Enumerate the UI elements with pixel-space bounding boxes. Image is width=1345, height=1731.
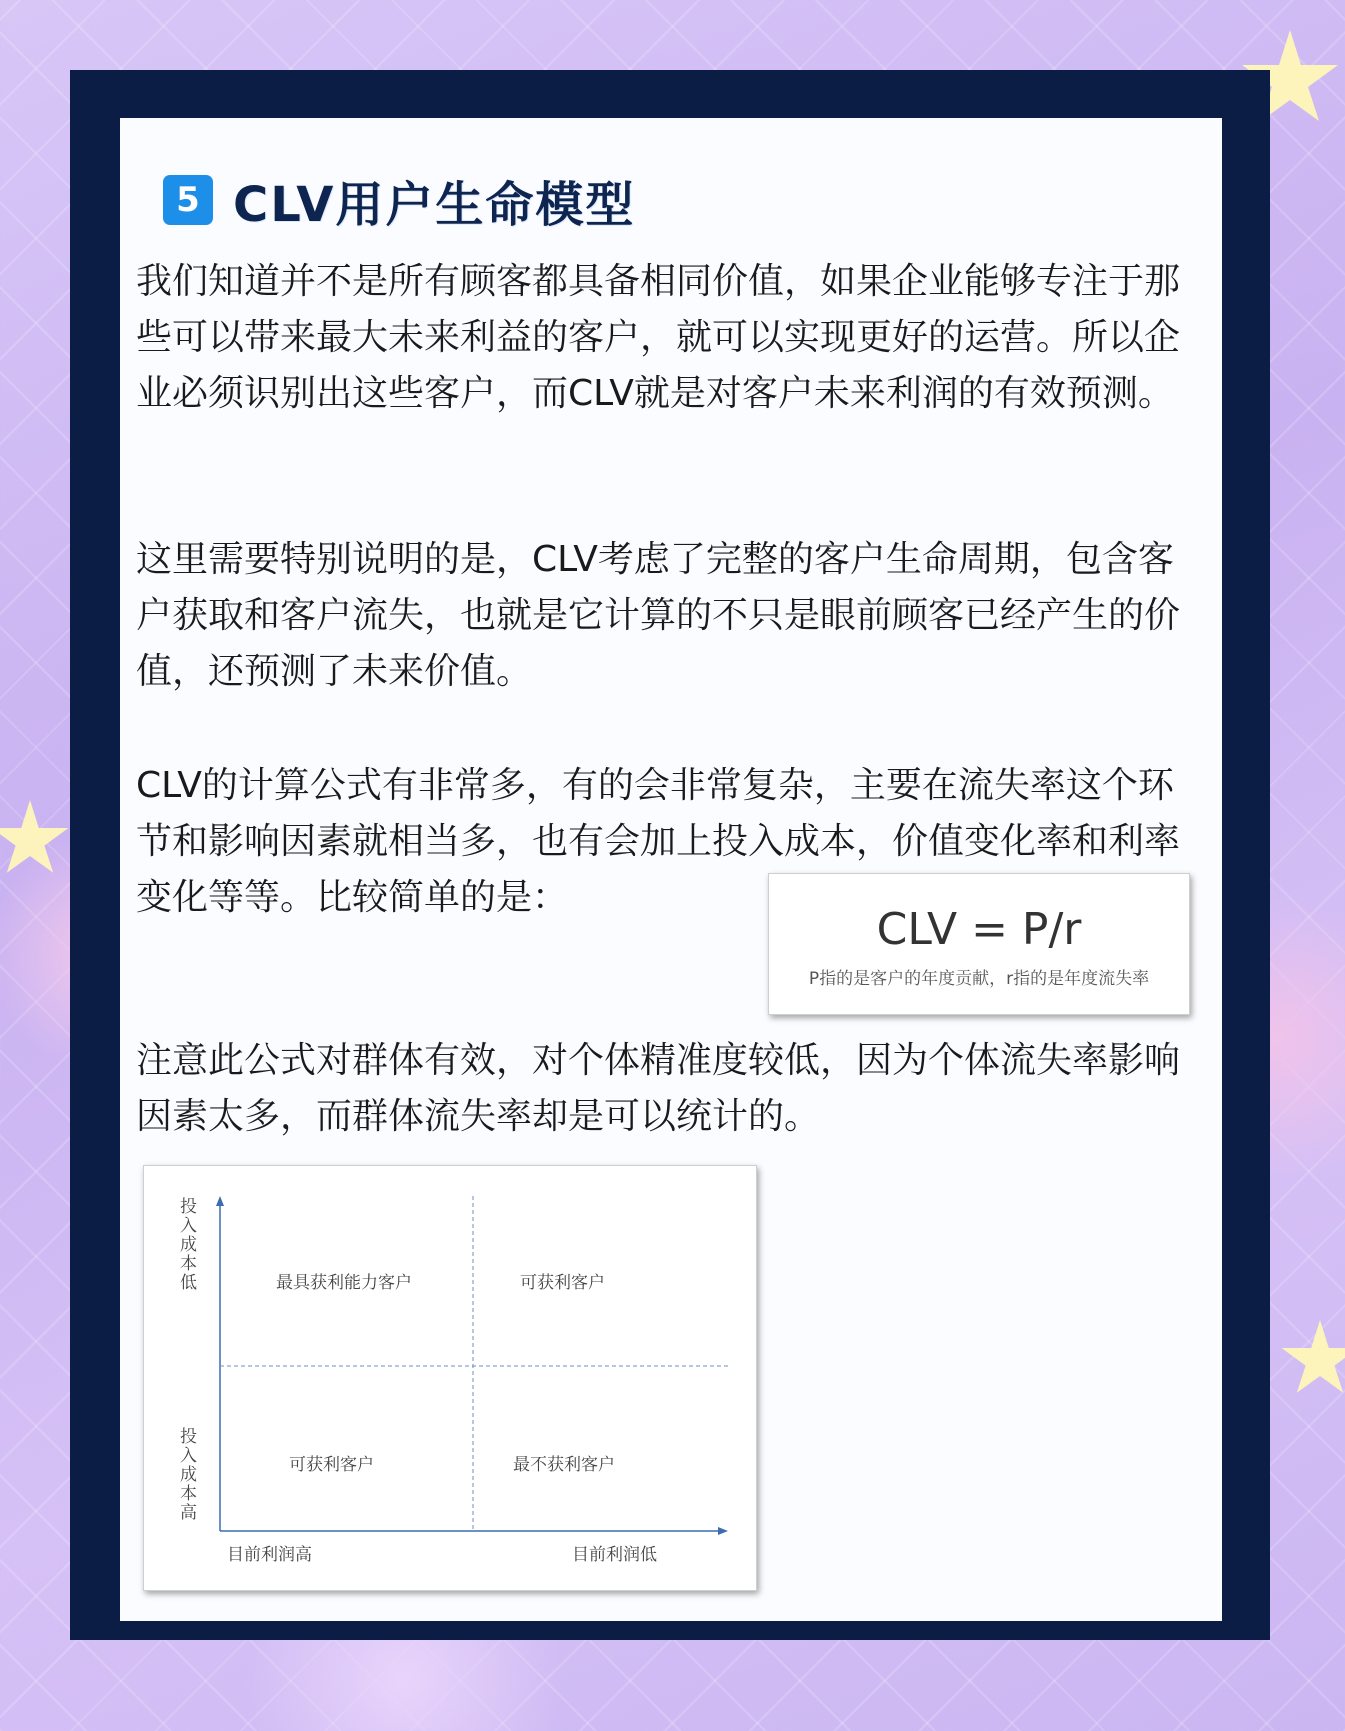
quadrant-axes <box>144 1166 756 1590</box>
quadrant-top-left: 最具获利能力客户 <box>276 1273 412 1293</box>
number-badge: 5 <box>163 175 213 225</box>
quadrant-top-right: 可获利客户 <box>520 1273 605 1293</box>
x-axis-arrow <box>718 1527 728 1535</box>
quadrant-bottom-left: 可获利客户 <box>289 1455 374 1475</box>
y-axis-bottom-label: 投入成本高 <box>180 1427 197 1523</box>
paragraph-intro: 我们知道并不是所有顾客都具备相同价值，如果企业能够专注于那些可以带来最大未来利益的客户，就可以实现更好的运营。所以企业必须识别出这些客户，而CLV就是对客户未来利润的有效预测。 <box>136 261 1181 414</box>
page-title: CLV用户生命模型 <box>233 176 636 233</box>
paragraph-note: 注意此公式对群体有效，对个体精准度较低，因为个体流失率影响因素太多，而群体流失率却是可以统计的。 <box>136 1040 1181 1137</box>
section-header <box>163 170 636 233</box>
formula-expression: CLV = P/r <box>876 904 1082 955</box>
star-decoration-left <box>0 800 70 880</box>
x-axis-right-label: 目前利润低 <box>572 1545 657 1565</box>
formula-note: P指的是客户的年度贡献，r指的是年度流失率 <box>808 969 1150 989</box>
star-decoration-right <box>1280 1320 1345 1400</box>
y-axis-arrow <box>216 1196 224 1206</box>
clv-quadrant-diagram <box>143 1165 757 1591</box>
x-axis-left-label: 目前利润高 <box>227 1545 312 1565</box>
quadrant-bottom-right: 最不获利客户 <box>513 1455 615 1475</box>
y-axis-top-label: 投入成本低 <box>180 1197 197 1293</box>
paragraph-formula-intro: CLV的计算公式有非常多，有的会非常复杂，主要在流失率这个环节和影响因素就相当多，也有会加上投入成本，价值变化率和利率变化等等。比较简单的是： <box>136 765 1181 918</box>
formula-image <box>768 873 1190 1015</box>
paragraph-lifecycle: 这里需要特别说明的是，CLV考虑了完整的客户生命周期，包含客户获取和客户流失，也就是它计算的不只是眼前顾客已经产生的价值，还预测了未来价值。 <box>136 539 1181 692</box>
